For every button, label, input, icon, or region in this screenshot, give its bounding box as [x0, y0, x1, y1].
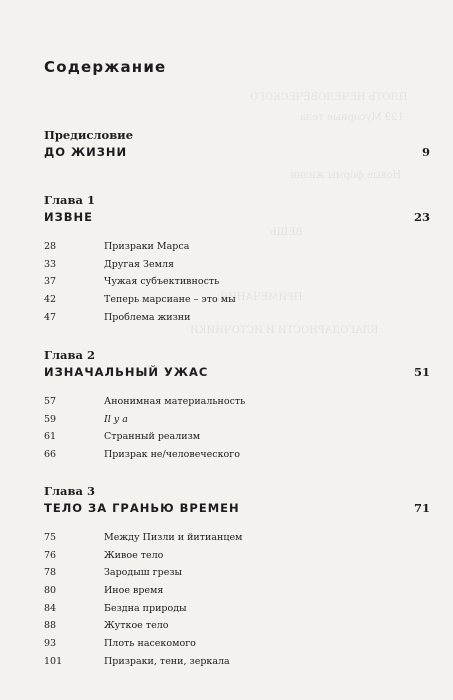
toc-title: Содержание: [44, 58, 167, 76]
section-page-number: 9: [421, 145, 430, 159]
toc-entry[interactable]: [44, 529, 436, 547]
entry-page: 28: [44, 241, 57, 252]
toc-entry[interactable]: [44, 411, 436, 429]
entry-title: Между Пизли и йитианцем: [104, 532, 243, 543]
section-heading-row[interactable]: [44, 500, 436, 516]
entry-page: 59: [44, 413, 57, 425]
toc-section-chapter-1: [44, 193, 436, 326]
toc-entry-list: [44, 529, 436, 671]
entry-title: Il y a: [104, 413, 128, 425]
entry-page: 84: [44, 602, 57, 614]
section-page-number: 71: [413, 501, 430, 515]
bleed-through-text: БЛАГОДАРНОСТИ И ИСТОЧНИКИ: [190, 325, 379, 336]
entry-title: Другая Земля: [104, 258, 175, 270]
bleed-through-text: Новые формы жизни: [290, 170, 402, 181]
entry-title: Иное время: [104, 585, 164, 597]
toc-entry[interactable]: [44, 428, 436, 446]
entry-title: Призраки Марса: [104, 241, 190, 252]
entry-title: Призраки, тени, зеркала: [104, 655, 230, 667]
section-heading-row[interactable]: [44, 209, 436, 225]
toc-entry[interactable]: [44, 635, 436, 653]
toc-entry[interactable]: [44, 273, 436, 291]
entry-page: 78: [44, 567, 57, 579]
entry-page: 61: [44, 431, 57, 443]
section-heading: ИЗНАЧАЛЬНЫЙ УЖАС: [44, 365, 209, 379]
entry-title: Проблема жизни: [104, 311, 191, 323]
entry-page: 57: [44, 396, 57, 407]
entry-title: Призрак не/человеческого: [104, 449, 240, 461]
entry-title: Теперь марсиане – это мы: [104, 294, 236, 306]
toc-entry[interactable]: [44, 547, 436, 565]
entry-title: Плоть насекомого: [104, 638, 196, 650]
bleed-through-text: ПЛОТЬ НЕЧЕЛОВЕЧЕСКОГО: [250, 92, 408, 103]
entry-title: Анонимная материальность: [104, 396, 246, 407]
section-heading-row[interactable]: [44, 364, 436, 380]
entry-title: Жуткое тело: [104, 620, 169, 632]
entry-page: 93: [44, 638, 57, 650]
toc-section-chapter-2: [44, 348, 436, 464]
toc-section-chapter-3: [44, 484, 436, 671]
toc-entry[interactable]: [44, 600, 436, 618]
section-kicker: Предисловие: [44, 128, 134, 142]
entry-page: 75: [44, 532, 57, 543]
entry-page: 88: [44, 620, 57, 632]
toc-entry-list: [44, 393, 436, 464]
toc-entry[interactable]: [44, 393, 436, 411]
toc-entry[interactable]: [44, 446, 436, 464]
section-page-number: 23: [413, 210, 430, 224]
entry-page: 47: [44, 311, 57, 323]
entry-title: Зародыш грезы: [104, 567, 183, 579]
entry-page: 76: [44, 549, 57, 561]
entry-title: Странный реализм: [104, 431, 201, 443]
section-kicker: Глава 2: [44, 348, 95, 362]
bleed-through-text: ПРИМЕЧАНИЯ: [220, 292, 303, 303]
section-heading: ИЗВНЕ: [44, 210, 94, 224]
bleed-through-text: 129 Мусорные тела: [300, 112, 404, 123]
entry-title: Живое тело: [104, 549, 164, 561]
bleed-through-text: ВЕЩЬ: [270, 227, 303, 238]
toc-entry[interactable]: [44, 238, 436, 256]
toc-entry[interactable]: [44, 617, 436, 635]
entry-page: 42: [44, 294, 57, 306]
toc-entry-list: [44, 238, 436, 326]
entry-page: 33: [44, 258, 57, 270]
entry-page: 37: [44, 276, 57, 288]
section-page-number: 51: [413, 365, 430, 379]
toc-entry[interactable]: [44, 564, 436, 582]
section-heading: ТЕЛО ЗА ГРАНЬЮ ВРЕМЕН: [44, 501, 240, 515]
toc-entry[interactable]: [44, 653, 436, 671]
entry-page: 66: [44, 449, 57, 461]
toc-entry[interactable]: [44, 291, 436, 309]
toc-entry[interactable]: [44, 309, 436, 327]
toc-entry[interactable]: [44, 256, 436, 274]
entry-page: 101: [44, 655, 63, 667]
entry-page: 80: [44, 585, 57, 597]
section-kicker: Глава 1: [44, 193, 95, 207]
toc-section-foreword: [44, 128, 436, 160]
section-kicker: Глава 3: [44, 484, 95, 498]
section-heading-row[interactable]: [44, 144, 436, 160]
entry-title: Чужая субъективность: [104, 276, 220, 288]
toc-entry[interactable]: [44, 582, 436, 600]
entry-title: Бездна природы: [104, 602, 187, 614]
section-heading: ДО ЖИЗНИ: [44, 145, 128, 159]
